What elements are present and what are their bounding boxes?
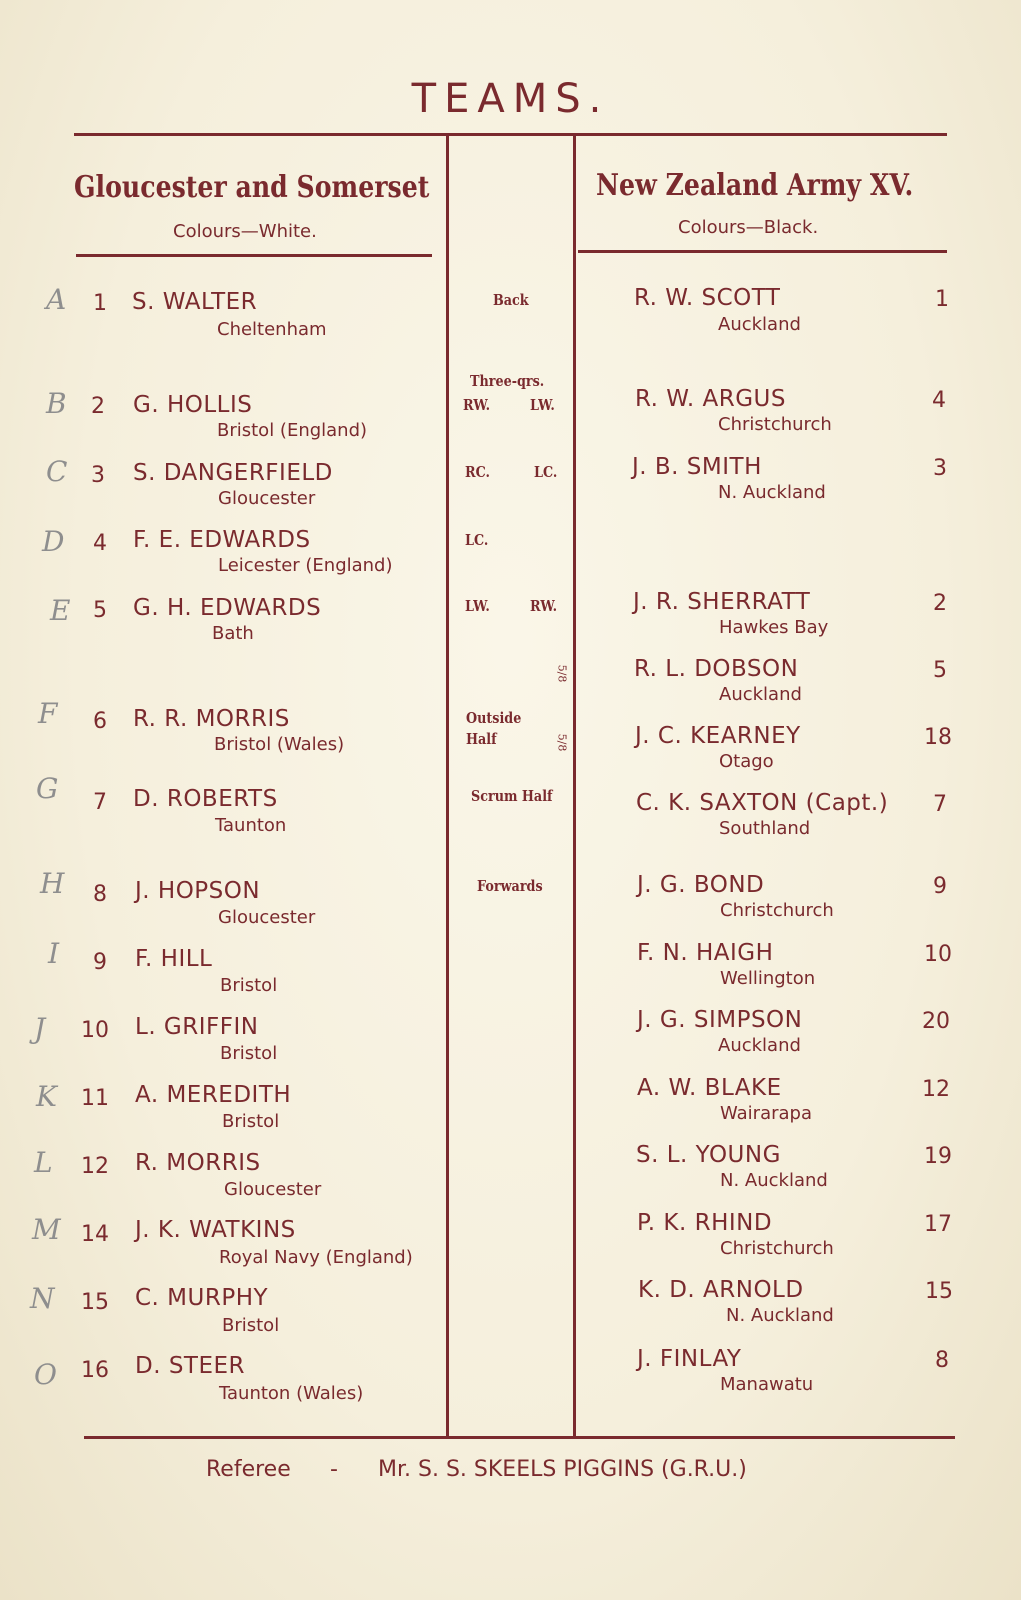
player-name: R. W. SCOTT (634, 285, 781, 311)
player-name: S. DANGERFIELD (133, 460, 333, 486)
player-number: 14 (81, 1222, 109, 1247)
player-name: A. MEREDITH (135, 1082, 292, 1108)
player-number: 18 (924, 725, 952, 750)
position-lw: LW. (530, 396, 555, 414)
handwritten-letter: N (30, 1282, 55, 1315)
position-lc-alt: LC. (465, 531, 489, 549)
player-name: F. N. HAIGH (637, 940, 774, 966)
referee-label: Referee (206, 1457, 291, 1482)
player-name: J. FINLAY (637, 1346, 742, 1372)
player-club: Gloucester (218, 907, 316, 928)
player-club: Auckland (718, 1035, 801, 1056)
player-name: F. HILL (135, 946, 213, 972)
top-rule (74, 133, 947, 136)
player-club: Auckland (719, 684, 802, 705)
player-number: 7 (93, 790, 107, 815)
player-number: 3 (91, 463, 105, 488)
position-lc: LC. (534, 463, 558, 481)
player-name: C. K. SAXTON (Capt.) (636, 790, 889, 816)
handwritten-letter: I (48, 937, 60, 970)
player-number: 6 (93, 709, 107, 734)
player-name: J. K. WATKINS (135, 1217, 296, 1243)
player-club: Manawatu (720, 1374, 814, 1395)
handwritten-letter: C (46, 455, 68, 488)
player-number: 16 (81, 1358, 109, 1383)
player-number: 12 (922, 1077, 950, 1102)
handwritten-letter: H (40, 867, 65, 900)
player-number: 7 (933, 792, 947, 817)
player-number: 4 (932, 388, 946, 413)
player-name: L. GRIFFIN (135, 1014, 259, 1040)
position-forwards: Forwards (477, 877, 543, 895)
player-name: J. B. SMITH (632, 454, 762, 480)
handwritten-letter: L (34, 1146, 53, 1179)
player-number: 17 (924, 1212, 952, 1237)
position-three-qrs: Three-qrs. (470, 372, 545, 390)
player-name: C. MURPHY (135, 1285, 269, 1311)
player-number: 1 (935, 287, 949, 312)
player-club: Bristol (220, 975, 278, 996)
player-name: R. W. ARGUS (635, 386, 786, 412)
position-five-eighths-alt: 5/8 (555, 733, 569, 752)
player-name: J. C. KEARNEY (635, 723, 801, 749)
player-name: F. E. EDWARDS (133, 527, 311, 553)
away-header-rule (578, 250, 947, 253)
handwritten-letter: K (36, 1080, 57, 1113)
referee-dash: - (330, 1457, 338, 1482)
player-club: Auckland (718, 314, 801, 335)
right-column-divider (573, 136, 576, 1437)
player-club: Taunton (215, 815, 287, 836)
position-rw-alt: RW. (530, 597, 558, 615)
player-club: N. Auckland (718, 482, 826, 503)
player-name: J. G. SIMPSON (637, 1007, 803, 1033)
left-column-divider (446, 136, 449, 1437)
player-club: Bristol (222, 1315, 280, 1336)
referee-name: Mr. S. S. SKEELS PIGGINS (G.R.U.) (378, 1457, 747, 1482)
player-club: Southland (719, 818, 811, 839)
player-name: R. R. MORRIS (133, 706, 290, 732)
player-club: N. Auckland (726, 1305, 834, 1326)
player-number: 10 (924, 942, 952, 967)
player-name: S. L. YOUNG (636, 1142, 781, 1168)
player-name: J. R. SHERRATT (633, 589, 811, 615)
position-outside: Outside (466, 709, 522, 727)
player-club: Wairarapa (720, 1103, 812, 1124)
player-club: Bristol (England) (217, 420, 368, 441)
player-club: N. Auckland (720, 1170, 828, 1191)
player-number: 11 (81, 1086, 109, 1111)
handwritten-letter: M (32, 1213, 61, 1246)
player-name: R. MORRIS (135, 1150, 261, 1176)
player-club: Taunton (Wales) (219, 1383, 364, 1404)
player-name: D. ROBERTS (133, 786, 278, 812)
player-number: 8 (935, 1348, 949, 1373)
position-back: Back (493, 291, 529, 309)
player-number: 20 (922, 1009, 950, 1034)
player-number: 8 (93, 882, 107, 907)
player-number: 19 (924, 1144, 952, 1169)
position-rw: RW. (463, 396, 491, 414)
handwritten-letter: O (34, 1358, 57, 1391)
position-scrum-half: Scrum Half (471, 787, 553, 805)
player-number: 10 (81, 1018, 109, 1043)
handwritten-letter: G (36, 772, 59, 805)
handwritten-letter: D (42, 525, 65, 558)
player-number: 9 (933, 874, 947, 899)
player-number: 12 (81, 1154, 109, 1179)
player-number: 5 (93, 598, 107, 623)
handwritten-letter: B (46, 387, 67, 420)
player-club: Christchurch (720, 900, 834, 921)
player-number: 1 (93, 291, 107, 316)
player-name: K. D. ARNOLD (638, 1277, 804, 1303)
player-club: Otago (719, 751, 774, 772)
player-club: Christchurch (720, 1238, 834, 1259)
home-team-colours: Colours—White. (173, 221, 317, 242)
player-number: 3 (933, 456, 947, 481)
player-number: 15 (925, 1279, 953, 1304)
player-number: 2 (91, 394, 105, 419)
player-name: D. STEER (135, 1353, 246, 1379)
player-club: Royal Navy (England) (219, 1247, 413, 1268)
home-team-name: Gloucester and Somerset (74, 170, 430, 205)
position-lw-alt: LW. (465, 597, 490, 615)
player-name: A. W. BLAKE (637, 1075, 782, 1101)
player-club: Gloucester (224, 1179, 322, 1200)
player-name: R. L. DOBSON (634, 656, 799, 682)
player-number: 4 (93, 531, 107, 556)
player-name: P. K. RHIND (637, 1210, 773, 1236)
player-number: 2 (933, 591, 947, 616)
player-club: Bath (212, 623, 254, 644)
player-club: Bristol (220, 1043, 278, 1064)
position-five-eighths: 5/8 (555, 664, 569, 683)
player-name: G. H. EDWARDS (133, 595, 322, 621)
handwritten-letter: J (34, 1012, 46, 1045)
player-club: Gloucester (218, 488, 316, 509)
page-title: TEAMS. (411, 76, 610, 122)
bottom-rule (84, 1436, 955, 1439)
player-name: J. G. BOND (637, 872, 765, 898)
player-club: Wellington (720, 968, 816, 989)
player-club: Bristol (222, 1111, 280, 1132)
player-club: Leicester (England) (218, 555, 393, 576)
player-club: Bristol (Wales) (214, 734, 345, 755)
handwritten-letter: A (46, 283, 67, 316)
player-number: 9 (93, 950, 107, 975)
player-number: 5 (933, 658, 947, 683)
handwritten-letter: E (50, 594, 71, 627)
position-half: Half (466, 730, 497, 748)
home-header-rule (76, 254, 432, 257)
player-club: Cheltenham (217, 319, 327, 340)
away-team-colours: Colours—Black. (678, 217, 819, 238)
player-name: G. HOLLIS (133, 392, 253, 418)
player-name: S. WALTER (132, 289, 258, 315)
player-number: 15 (81, 1290, 109, 1315)
player-name: J. HOPSON (135, 878, 261, 904)
handwritten-letter: F (38, 697, 58, 730)
player-club: Christchurch (718, 414, 832, 435)
player-club: Hawkes Bay (719, 617, 829, 638)
away-team-name: New Zealand Army XV. (596, 168, 914, 203)
position-rc: RC. (465, 463, 490, 481)
